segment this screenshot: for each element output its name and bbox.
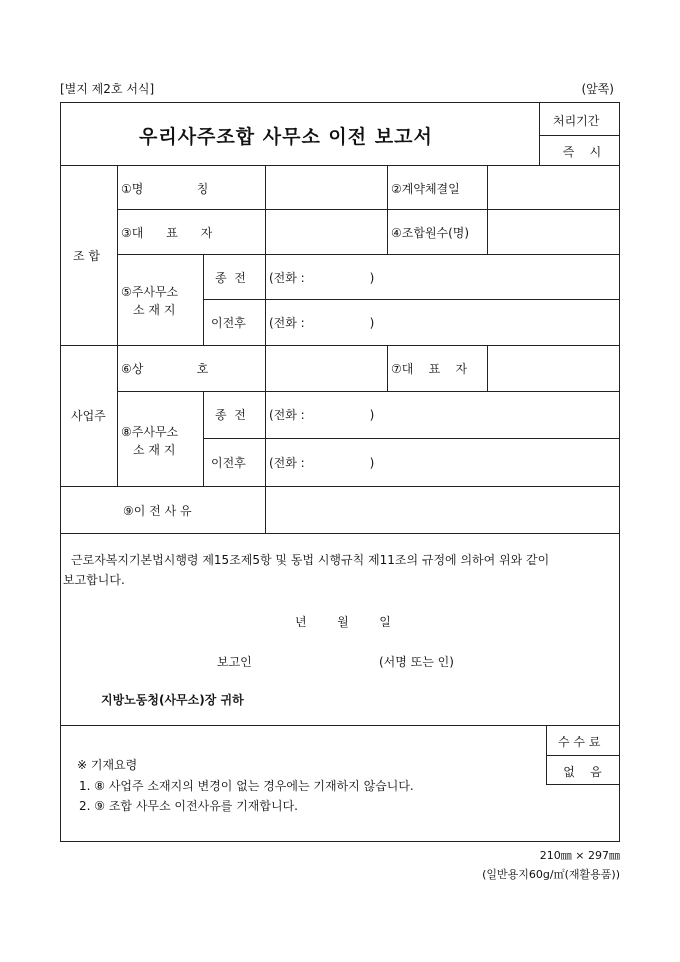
union-office-location-label: 소 재 지 [133,303,176,317]
form-title: 우리사주조합 사무소 이전 보고서 [139,126,433,148]
paper-size: 210㎜ × 297㎜ [539,849,620,862]
instruction-item: 1. ⑧ 사업주 소재지의 변경이 없는 경우에는 기재하지 않습니다. [79,779,414,793]
employer-before-phone: (전화 : ) [269,408,375,422]
divider [61,725,619,726]
divider [61,165,619,166]
union-office-label: ⑤주사무소 [121,285,179,299]
divider [546,784,619,785]
processing-period-label: 처리기간 [553,114,600,128]
divider [61,533,619,534]
union-before-label: 종 전 [215,271,246,285]
statement-line-1: 근로자복지기본법시행령 제15조제5항 및 동법 시행규칙 제11조의 규정에 의하여 위와 같이 [71,553,550,567]
employer-after-label: 이전후 [211,456,246,470]
divider [117,391,619,392]
divider [117,165,118,486]
divider [546,755,619,756]
union-after-phone: (전화 : ) [269,316,375,330]
divider [265,165,266,533]
union-after-label: 이전후 [211,316,246,330]
divider [387,165,388,254]
divider [387,345,388,391]
divider [203,391,204,486]
union-rep-label: ③대 표 자 [121,226,213,240]
members-count-label: ④조합원수(명) [391,226,470,240]
fee-value: 없 음 [563,765,602,779]
divider [539,103,540,165]
union-section-label: 조 합 [73,249,100,263]
fee-label: 수 수 료 [558,735,601,749]
union-before-phone: (전화 : ) [269,271,375,285]
addressee: 지방노동청(사무소)장 귀하 [101,693,244,707]
trade-name-label: ⑥상 호 [121,362,209,376]
union-name-label: ①명 칭 [121,182,209,196]
statement-line-2: 보고합니다. [63,573,125,587]
employer-office-location-label: 소 재 지 [133,443,176,457]
divider [539,135,619,136]
divider [487,165,488,254]
divider [61,486,619,487]
employer-office-label: ⑧주사무소 [121,425,179,439]
employer-rep-label: ⑦대 표 자 [391,362,468,376]
reporter-label: 보고인 [217,655,252,669]
report-date: 년 월 일 [295,615,391,629]
form-number: [별지 제2호 서식] [60,82,155,96]
contract-date-label: ②계약체결일 [391,182,460,196]
paper-type: (일반용지60g/㎡(재활용품)) [482,868,620,881]
divider [203,254,204,346]
report-form [60,102,620,842]
employer-before-label: 종 전 [215,408,246,422]
divider [117,209,619,210]
employer-after-phone: (전화 : ) [269,456,375,470]
employer-section-label: 사업주 [71,409,106,423]
processing-period-value: 즉 시 [562,145,602,159]
instruction-item: 2. ⑨ 조합 사무소 이전사유를 기재합니다. [79,799,298,813]
instructions-title: ※ 기재요령 [77,758,138,772]
signature-label: (서명 또는 인) [379,655,454,669]
page-side: (앞쪽) [581,82,614,96]
divider [487,345,488,391]
relocation-reason-label: ⑨이 전 사 유 [123,504,192,518]
divider [117,254,619,255]
divider [61,345,619,346]
